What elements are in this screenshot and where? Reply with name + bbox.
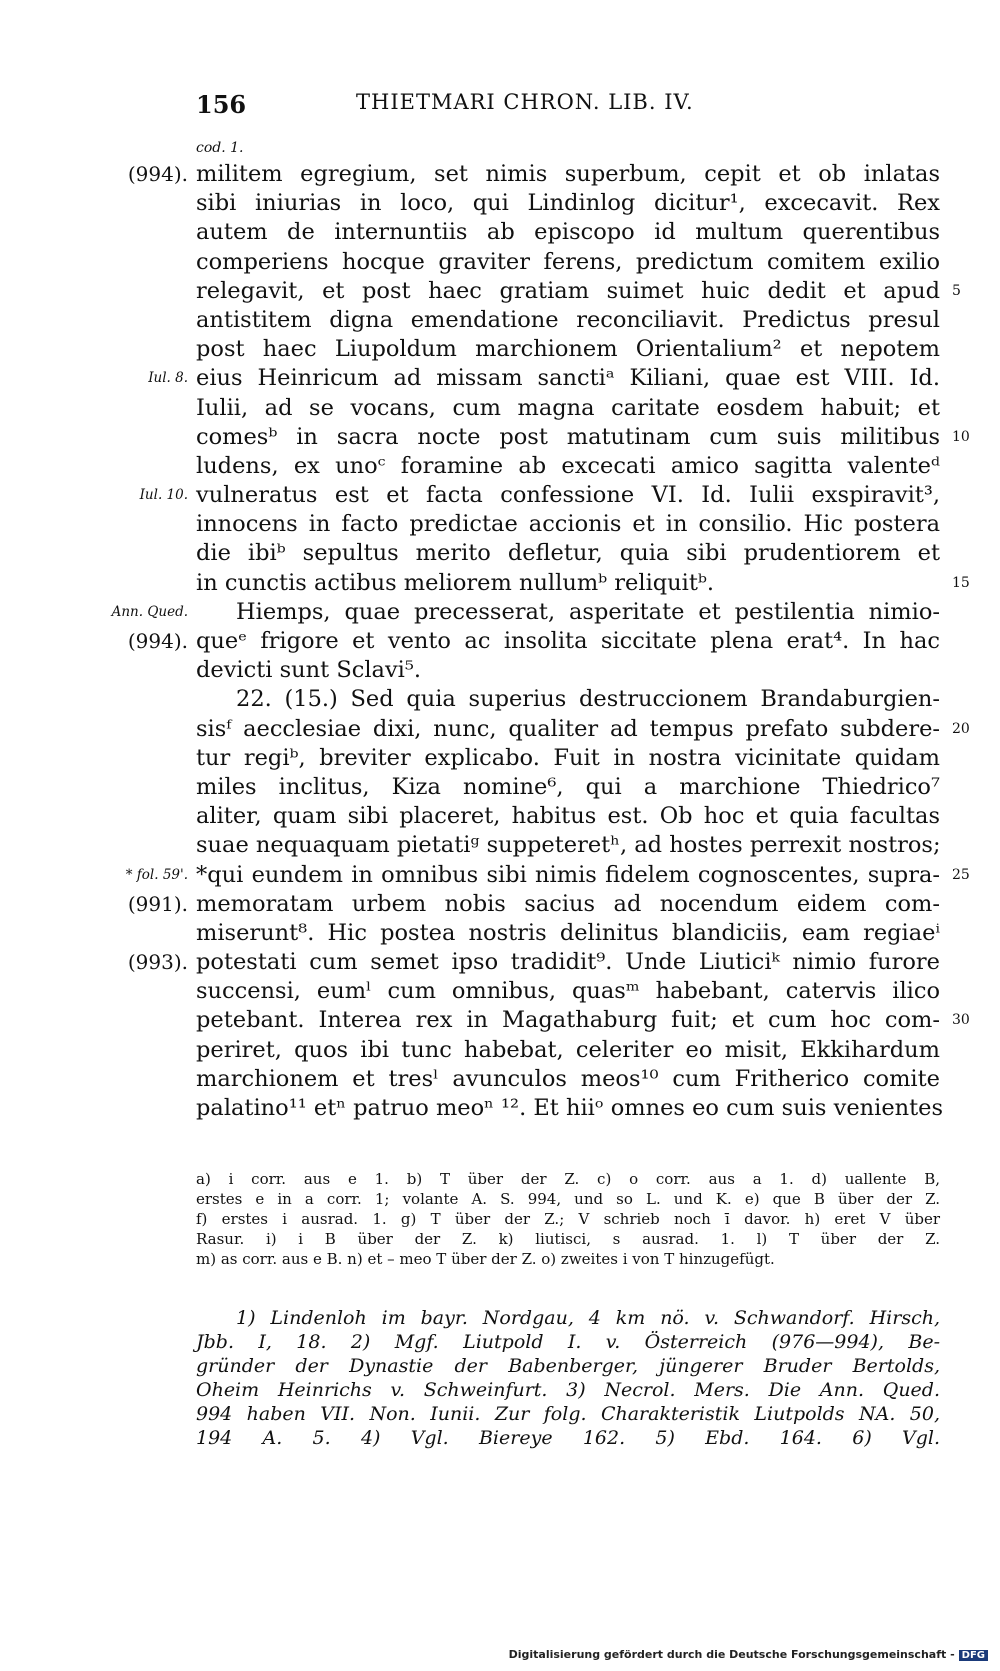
margin-note: * fol. 59'. [125,866,188,883]
text-line [0,919,1000,948]
footnote-line: Jbb. I, 18. 2) Mgf. Liutpold I. v. Österreich (976—994), Be- [196,1331,940,1353]
apparatus-line: a) i corr. aus e 1. b) T über der Z. c) o corr. aus a 1. d) uallente B, [196,1170,940,1188]
footnote-line: 194 A. 5. 4) Vgl. Biereye 162. 5) Ebd. 164. 6) Vgl. [196,1427,940,1449]
line-number: 15 [952,574,970,591]
line-text: sisᶠ aecclesiae dixi, nunc, qualiter ad tempus prefato subdere- [196,715,940,742]
text-line [0,481,1000,510]
line-text: aliter, quam sibi placeret, habitus est. Ob hoc et quia facultas [196,803,940,830]
text-line [0,773,1000,802]
text-line [0,539,1000,568]
line-text: periret, quos ibi tunc habebat, celeriter eo misit, Ekkihardum [196,1036,940,1063]
line-text: miles inclitus, Kiza nomine⁶, qui a marchione Thiedrico⁷ [196,773,940,800]
text-line [0,569,1000,598]
text-line [0,861,1000,890]
text-line [0,977,1000,1006]
footer-text: Digitalisierung gefördert durch die Deutsche Forschungsgemeinschaft - [508,1648,955,1661]
text-line [0,394,1000,423]
line-text: comesᵇ in sacra nocte post matutinam cum suis militibus [196,423,940,450]
dfg-logo: DFG [959,1650,988,1661]
text-line [0,1036,1000,1065]
margin-note: (994). [127,162,188,186]
line-text: petebant. Interea rex in Magathaburg fuit; et cum hoc com- [196,1007,940,1034]
line-number: 10 [952,428,970,445]
text-line [0,452,1000,481]
text-line [0,715,1000,744]
line-text: tur regiᵇ, breviter explicabo. Fuit in nostra vicinitate quidam [196,744,940,771]
margin-note: Iul. 8. [148,370,188,387]
text-line [0,364,1000,393]
line-text: 22. (15.) Sed quia superius destruccionem Brandaburgien- [236,686,940,713]
line-text: Iulii, ad se vocans, cum magna caritate eosdem habuit; et [196,394,940,421]
text-line [0,1094,1000,1123]
apparatus-line: erstes e in a corr. 1; volante A. S. 994, und so L. und K. e) que B über der Z. [196,1190,940,1208]
line-text: vulneratus est et facta confessione VI. Id. Iulii exspiravit³, [196,482,940,509]
line-text: antistitem digna emendatione reconciliavit. Predictus presul [196,306,940,333]
line-text: sibi iniurias in loco, qui Lindinlog dicitur¹, excecavit. Rex [196,190,940,217]
text-line [0,948,1000,977]
textual-apparatus [196,1169,940,1269]
text-line [0,627,1000,656]
line-text: Hiemps, quae precesserat, asperitate et pestilentia nimio- [236,598,940,625]
text-line [0,218,1000,247]
main-text [0,160,1000,1123]
line-text: ludens, ex unoᶜ foramine ab excecati amico sagitta valenteᵈ [196,452,940,479]
line-text: eius Heinricum ad missam sanctiᵃ Kiliani, quae est VIII. Id. [196,365,940,392]
line-text: in cunctis actibus meliorem nullumᵇ reliquitᵇ. [196,569,715,596]
page-header [196,90,940,124]
apparatus-line: f) erstes i ausrad. 1. g) T über der Z.; V schrieb noch ī davor. h) eret V über [196,1210,940,1228]
line-text: *qui eundem in omnibus sibi nimis fidelem cognoscentes, supra- [196,861,940,888]
line-text: post haec Liupoldum marchionem Orientalium² et nepotem [196,336,940,363]
text-line [0,890,1000,919]
line-text: queᵉ frigore et vento ac insolita siccitate plena erat⁴. In hac [196,628,940,654]
text-line [0,335,1000,364]
text-line [0,1006,1000,1035]
line-text: succensi, eumˡ cum omnibus, quasᵐ habebant, catervis ilico [196,978,940,1005]
line-text: palatino¹¹ etⁿ patruo meoⁿ ¹². Et hiiᵒ omnes eo cum suis venientes [196,1095,944,1121]
line-text: devicti sunt Sclavi⁵. [196,657,422,684]
line-number: 30 [952,1012,970,1029]
text-line [0,423,1000,452]
footnote-line: 1) Lindenloh im bayr. Nordgau, 4 km nö. v. Schwandorf. Hirsch, [236,1307,940,1329]
margin-note: (991). [127,891,188,916]
historical-footnotes [196,1306,940,1450]
line-text: die ibiᵇ sepultus merito defletur, quia sibi prudentiorem et [196,540,940,567]
line-number: 20 [952,720,970,737]
codex-label: cod. 1. [196,140,244,156]
margin-note: (993). [127,950,188,975]
margin-note: Ann. Qued. [111,603,188,620]
text-line [0,685,1000,714]
footnote-line: 994 haben VII. Non. Iunii. Zur folg. Charakteristik Liutpolds NA. 50, [196,1403,940,1425]
text-line [0,248,1000,277]
line-text: relegavit, et post haec gratiam suimet huic dedit et apud [196,277,940,304]
dfg-footer [509,1648,988,1661]
margin-note: (994). [127,629,188,653]
text-line [0,510,1000,539]
footnote-line: Oheim Heinrichs v. Schweinfurt. 3) Necrol. Mers. Die Ann. Qued. [196,1379,940,1401]
running-title: THIETMARI CHRON. LIB. IV. [356,90,694,114]
line-text: innocens in facto predictae accionis et in consilio. Hic postera [196,511,940,538]
line-text: comperiens hocque graviter ferens, predictum comitem exilio [196,248,940,275]
text-line [0,277,1000,306]
page-number: 156 [196,90,247,119]
line-text: potestati cum semet ipso tradidit⁹. Unde Liuticiᵏ nimio furore [196,949,940,976]
text-line [0,1065,1000,1094]
text-line [0,744,1000,773]
line-text: militem egregium, set nimis superbum, cepit et ob inlatas [196,161,940,187]
text-line [0,802,1000,831]
text-line [0,831,1000,860]
line-text: memoratam urbem nobis sacius ad nocendum eidem com- [196,890,940,917]
line-number: 25 [952,866,970,883]
apparatus-line: m) as corr. aus e B. n) et – meo T über der Z. o) zweites i von T hinzugefügt. [196,1250,775,1268]
margin-note: Iul. 10. [139,487,188,504]
text-line [0,306,1000,335]
line-text: miserunt⁸. Hic postea nostris delinitus blandiciis, eam regiaeⁱ [196,919,940,946]
line-text: suae nequaquam pietatiᵍ suppeteretʰ, ad hostes perrexit nostros; [196,832,941,859]
line-text: marchionem et tresˡ avunculos meos¹⁰ cum Fritherico comite [196,1065,940,1092]
text-line [0,189,1000,218]
text-line [0,656,1000,685]
line-number: 5 [952,282,961,299]
footnote-line: gründer der Dynastie der Babenberger, jüngerer Bruder Bertolds, [196,1355,940,1377]
apparatus-line: Rasur. i) i B über der Z. k) liutisci, s ausrad. 1. l) T über der Z. [196,1230,940,1248]
text-line [0,598,1000,627]
text-line [0,160,1000,189]
line-text: autem de internuntiis ab episcopo id multum querentibus [196,219,940,246]
